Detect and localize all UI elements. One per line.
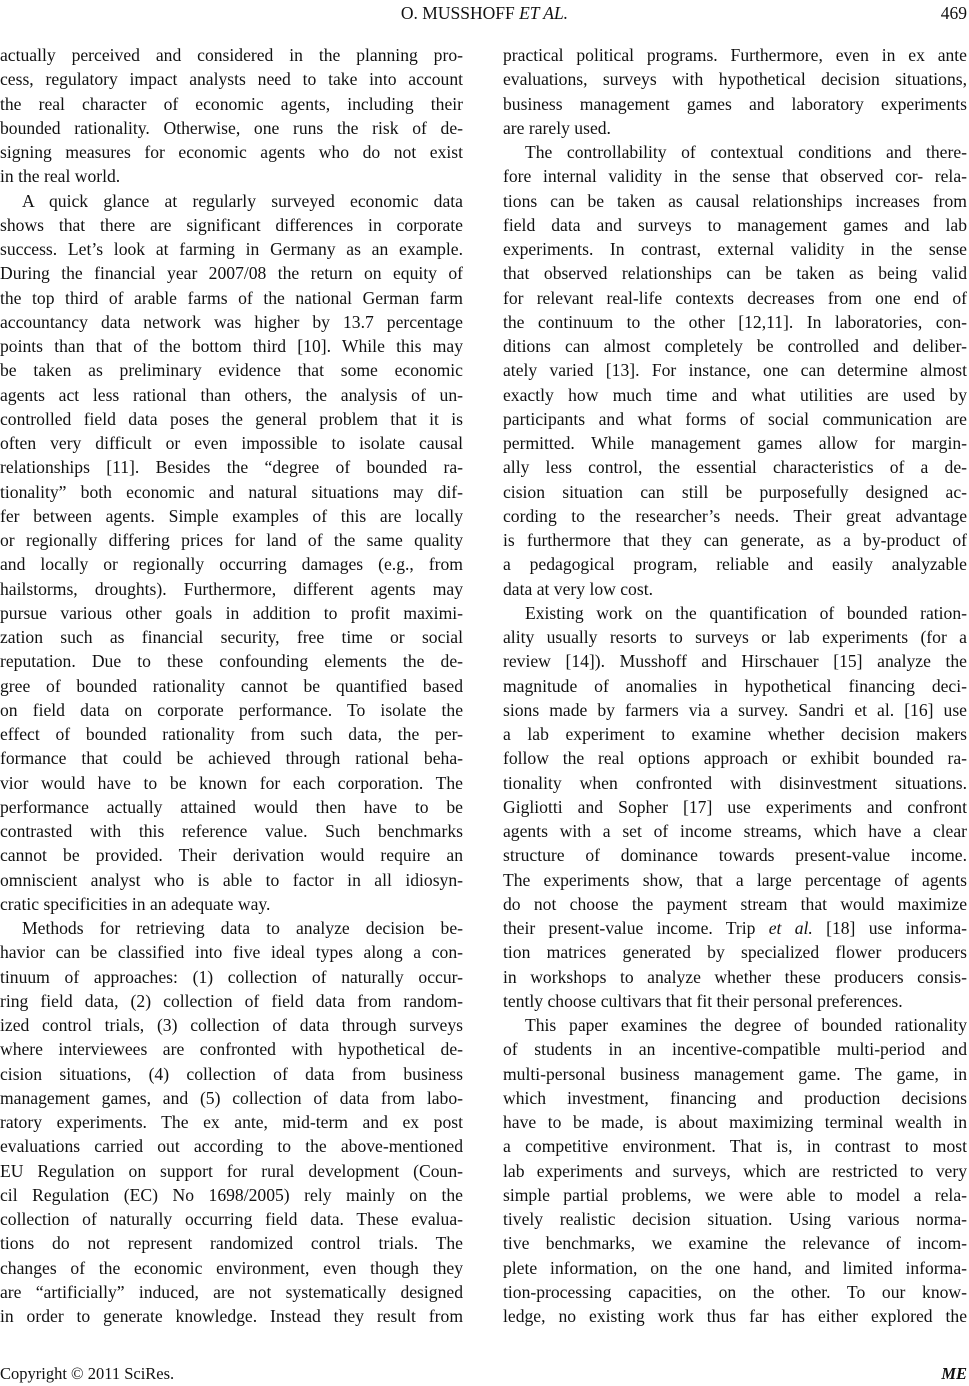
- text-line: sions made by farmers via a survey. Sandri et al. [16] use: [503, 699, 967, 720]
- text-line: Gigliotti and Sopher [17] use experiments and confront: [503, 796, 967, 817]
- text-line: cess, regulatory impact analysts need to take into account: [0, 69, 463, 90]
- text-line: management games, and (5) collection of data from labo-: [0, 1087, 463, 1108]
- text-line: are rarely used.: [503, 117, 611, 138]
- text-line: have to be made, is about maximizing terminal wealth in: [503, 1112, 967, 1132]
- text-line: the real character of economic agents, including their: [0, 93, 463, 114]
- text-line: EU Regulation on support for rural development (Coun-: [0, 1160, 463, 1181]
- text-line: business management games and laboratory experiments: [503, 93, 967, 114]
- text-line: success. Let’s look at farming in Germany as an example.: [0, 239, 463, 259]
- text-line: for relevant real-life contexts decreases from one end of: [503, 287, 967, 308]
- text-line: The experiments show, that a large percentage of agents: [503, 869, 967, 890]
- text-line: a pedagogical program, reliable and easily analyzable: [503, 554, 967, 575]
- text-line: in workshops to analyze whether these producers consis-: [503, 966, 967, 987]
- text-line: collection of naturally occurring field data. These evalua-: [0, 1209, 463, 1229]
- text-line: ized control trials, (3) collection of data through surveys: [0, 1015, 463, 1035]
- text-line: zation such as financial security, free time or social: [0, 627, 463, 647]
- text-line: ally less control, the essential characteristics of a de-: [503, 457, 967, 478]
- text-line: review [14]). Musshoff and Hirschauer [15] analyze the: [503, 651, 967, 672]
- text-line: do not choose the payment stream that would maximize: [503, 893, 967, 914]
- text-line: be taken as preliminary evidence that some economic: [0, 360, 463, 381]
- text-line: simple partial problems, we were able to model a rela-: [503, 1184, 967, 1205]
- text-line: cision situation can still be purposefully designed ac-: [503, 481, 967, 502]
- right-column: [503, 43, 967, 1328]
- text-line: on field data on corporate performance. To isolate the: [0, 699, 463, 720]
- text-line: cratic specificities in an adequate way.: [0, 893, 271, 914]
- text-line: tion matrices generated by specialized flower producers: [503, 942, 967, 963]
- text-segment: [18] use informa-: [812, 918, 967, 938]
- text-line: experiments. In contrast, external validity in the sense: [503, 239, 967, 259]
- text-line: Methods for retrieving data to analyze decision be-: [22, 918, 463, 938]
- text-line: ality usually resorts to surveys or lab experiments (for a: [503, 627, 967, 647]
- copyright-notice: Copyright © 2011 SciRes.: [0, 1364, 175, 1383]
- text-line: tinuum of approaches: (1) collection of naturally occur-: [0, 966, 463, 987]
- text-line: vior would have to be known for each corporation. The: [0, 772, 463, 793]
- text-line: where interviewees are confronted with hypothetical de-: [0, 1039, 463, 1060]
- text-line: changes of the economic environment, even though they: [0, 1257, 463, 1278]
- text-line: ratory experiments. The ex ante, mid-term and ex post: [0, 1112, 463, 1132]
- text-line: reputation. Due to these confounding elements the de-: [0, 651, 463, 672]
- text-line: structure of dominance towards present-value income.: [503, 845, 967, 866]
- text-line: tions do not represent randomized control trials. The: [0, 1233, 463, 1254]
- journal-abbreviation: ME: [941, 1364, 967, 1383]
- running-title-author: O. MUSSHOFF: [400, 3, 515, 23]
- text-line: plete information, on the one hand, and limited informa-: [503, 1257, 967, 1278]
- text-line: hailstorms, droughts). Furthermore, different agents may: [0, 578, 463, 599]
- text-line: field data and surveys to management games and lab: [503, 214, 967, 235]
- text-line: cording to the researcher’s needs. Their great advantage: [503, 505, 967, 526]
- running-title: [0, 2, 969, 24]
- text-line: and locally or regionally occurring damages (e.g., from: [0, 554, 463, 575]
- text-line: effect of bounded rationality from such data, the per-: [0, 724, 463, 744]
- text-line: follow the real options approach or exhibit bounded ra-: [503, 748, 967, 769]
- text-line: points than that of the bottom third [10]. While this may: [0, 336, 463, 356]
- text-line: tions can be taken as causal relationships increases from: [503, 190, 967, 211]
- text-line: or regionally differing prices for land of the same quality: [0, 530, 463, 550]
- text-line: fer between agents. Simple examples of this are locally: [0, 505, 463, 526]
- text-line: practical political programs. Furthermore, even in ex ante: [503, 45, 967, 65]
- text-line: ledge, no existing work thus far has either explored the: [503, 1306, 967, 1326]
- text-segment: their present-value income. Trip: [503, 918, 769, 938]
- text-line: performance actually attained would then have to be: [0, 796, 463, 817]
- text-line: in order to generate knowledge. Instead they result from: [0, 1306, 463, 1326]
- text-line: tently choose cultivars that fit their personal preferences.: [503, 990, 903, 1011]
- text-line: often very difficult or even impossible to isolate causal: [0, 433, 463, 453]
- text-line: lab experiments and surveys, which are restricted to very: [503, 1160, 967, 1181]
- text-line: ditions can almost completely be controlled and deliber-: [503, 336, 967, 356]
- text-line: in the real world.: [0, 166, 121, 187]
- text-line: tionality when confronted with disinvestment situations.: [503, 772, 967, 793]
- text-line: is furthermore that they can generate, as a by-product of: [503, 530, 967, 550]
- text-line: cision situations, (4) collection of data from business: [0, 1063, 463, 1084]
- text-line: controlled field data poses the general problem that it is: [0, 408, 463, 429]
- running-header: [0, 2, 969, 24]
- italic-text-segment: et al.: [768, 918, 813, 938]
- text-line: ring field data, (2) collection of field data from random-: [0, 990, 463, 1011]
- text-line: the top third of arable farms of the national German farm: [0, 287, 463, 308]
- text-line: signing measures for economic agents who do not exist: [0, 142, 463, 162]
- text-line: havior can be classified into five ideal types along a con-: [0, 942, 463, 963]
- text-line: formance that could be achieved through rational beha-: [0, 748, 463, 769]
- text-line: A quick glance at regularly surveyed economic data: [22, 190, 463, 211]
- text-line: fore internal validity in the sense that observed cor- rela-: [503, 166, 967, 187]
- text-line: multi-personal business management game. The game, in: [503, 1063, 967, 1084]
- left-column: [0, 43, 463, 1328]
- text-line: contrasted with this reference value. Such benchmarks: [0, 821, 463, 841]
- text-line: During the financial year 2007/08 the return on equity of: [0, 263, 463, 284]
- text-line: which investment, financing and production decisions: [503, 1087, 967, 1108]
- text-line: cannot be provided. Their derivation would require an: [0, 845, 463, 866]
- text-line: a lab experiment to examine whether decision makers: [503, 724, 967, 744]
- text-line: shows that there are significant differences in corporate: [0, 214, 463, 235]
- text-line: permitted. While management games allow for margin-: [503, 433, 967, 453]
- text-line: magnitude of anomalies in hypothetical financing deci-: [503, 675, 967, 696]
- text-line: actually perceived and considered in the planning pro-: [0, 45, 463, 65]
- text-line: data at very low cost.: [503, 578, 653, 599]
- text-line: The controllability of contextual conditions and there-: [525, 142, 967, 162]
- text-line: agents with a set of income streams, which have a clear: [503, 821, 967, 841]
- text-line: This paper examines the degree of bounded rationality: [525, 1015, 967, 1035]
- text-line: accountancy data network was higher by 13.7 percentage: [0, 311, 463, 332]
- text-line: of students in an incentive-compatible multi-period and: [503, 1039, 967, 1060]
- text-line: tive benchmarks, we examine the relevance of incom-: [503, 1233, 967, 1254]
- text-line: bounded rationality. Otherwise, one runs the risk of de-: [0, 117, 463, 138]
- text-line: tively realistic decision situation. Using various norma-: [503, 1209, 967, 1229]
- text-line: omniscient analyst who is able to factor in all idiosyn-: [0, 869, 463, 890]
- text-line: tionality” both economic and natural situations may dif-: [0, 481, 463, 502]
- text-line: gree of bounded rationality cannot be quantified based: [0, 675, 463, 696]
- text-line: exactly how much time and what utilities are used by: [503, 384, 967, 405]
- text-line: tion-processing capacities, on the other. To our know-: [503, 1281, 967, 1302]
- text-line: [503, 916, 967, 940]
- text-line: agents act less rational than others, the analysis of un-: [0, 384, 463, 405]
- text-line: a competitive environment. That is, in contrast to most: [503, 1136, 967, 1157]
- text-line: are “artificially” induced, are not systematically designed: [0, 1281, 463, 1302]
- text-line: the continuum to the other [12,11]. In laboratories, con-: [503, 311, 967, 332]
- text-line: evaluations, surveys with hypothetical decision situations,: [503, 69, 967, 90]
- text-line: relationships [11]. Besides the “degree of bounded ra-: [0, 457, 463, 478]
- text-line: pursue various other goals in addition to profit maximi-: [0, 602, 463, 623]
- text-line: evaluations carried out according to the above-mentioned: [0, 1136, 463, 1157]
- text-line: cil Regulation (EC) No 1698/2005) rely mainly on the: [0, 1184, 463, 1205]
- page-number: 469: [940, 3, 967, 23]
- text-line: that observed relationships can be taken as being valid: [503, 263, 967, 284]
- text-line: Existing work on the quantification of bounded ration-: [525, 602, 967, 623]
- running-title-etal: ET AL.: [519, 3, 569, 23]
- text-line: ately varied [13]. For instance, one can determine almost: [503, 360, 967, 381]
- text-line: participants and what forms of social communication are: [503, 408, 967, 429]
